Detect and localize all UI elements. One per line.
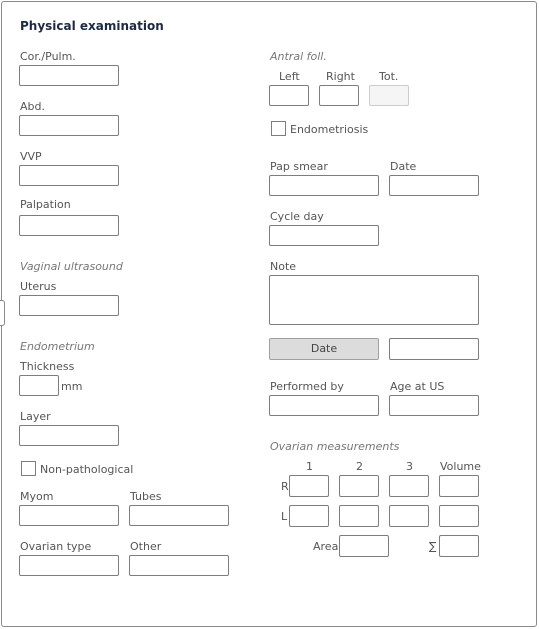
note-textarea[interactable] [269,275,479,325]
antral-right-input[interactable] [319,85,359,106]
age-at-us-input[interactable] [389,395,479,416]
other-label: Other [130,540,162,553]
antral-foll-heading: Antral foll. [270,50,327,63]
palpation-input[interactable] [19,215,119,236]
antral-left-input[interactable] [269,85,309,106]
ovarian-row-l-label: L [281,510,288,523]
side-tab-notch[interactable] [0,300,5,326]
cycle-day-label: Cycle day [270,210,324,223]
ovarian-col-2-label: 2 [356,460,363,473]
pap-smear-label: Pap smear [270,160,328,173]
ovary-r-2-input[interactable] [339,475,379,497]
non-pathological-label: Non-pathological [40,463,134,476]
thickness-unit: mm [61,380,83,393]
note-label: Note [270,260,297,273]
ovarian-col-3-label: 3 [406,460,413,473]
ovary-l-1-input[interactable] [289,505,329,527]
uterus-label: Uterus [20,280,57,293]
vaginal-ultrasound-heading: Vaginal ultrasound [20,260,123,273]
ovary-l-3-input[interactable] [389,505,429,527]
layer-input[interactable] [19,425,119,446]
layer-label: Layer [20,410,51,423]
panel-title: Physical examination [20,19,164,33]
abd-label: Abd. [20,100,45,113]
ovarian-col-volume-label: Volume [440,460,481,473]
vvp-label: VVP [20,150,42,163]
other-input[interactable] [129,555,229,576]
ovary-r-1-input[interactable] [289,475,329,497]
ovary-r-3-input[interactable] [389,475,429,497]
antral-total-input [369,85,409,106]
myom-input[interactable] [19,505,119,526]
ovary-l-volume-input[interactable] [439,505,479,527]
myom-label: Myom [20,490,54,503]
performed-by-label: Performed by [270,380,344,393]
vvp-input[interactable] [19,165,119,186]
sum-symbol: ∑ [429,540,437,553]
ovarian-col-1-label: 1 [306,460,313,473]
area-label: Area [313,540,339,553]
antral-left-label: Left [279,70,300,83]
endometriosis-label: Endometriosis [290,123,369,136]
ovarian-measurements-heading: Ovarian measurements [270,440,400,453]
palpation-label: Palpation [20,198,71,211]
ovary-r-volume-input[interactable] [439,475,479,497]
uterus-input[interactable] [19,295,119,316]
ovary-l-2-input[interactable] [339,505,379,527]
abd-input[interactable] [19,115,119,136]
tubes-input[interactable] [129,505,229,526]
ovarian-type-label: Ovarian type [20,540,92,553]
pap-date-input[interactable] [389,175,479,196]
ovarian-type-input[interactable] [19,555,119,576]
cycle-day-input[interactable] [269,225,379,246]
non-pathological-checkbox[interactable] [21,461,36,476]
ovarian-row-r-label: R [281,480,289,493]
antral-total-label: Tot. [379,70,399,83]
endometriosis-checkbox[interactable] [271,121,286,136]
cor-pulm-label: Cor./Pulm. [20,50,76,63]
pap-smear-input[interactable] [269,175,379,196]
area-input[interactable] [339,535,389,557]
cor-pulm-input[interactable] [19,65,119,86]
date-button[interactable]: Date [269,338,379,360]
thickness-input[interactable] [19,375,59,396]
endometrium-heading: Endometrium [20,340,95,353]
thickness-label: Thickness [20,360,75,373]
exam-date-input[interactable] [389,338,479,360]
age-at-us-label: Age at US [390,380,445,393]
tubes-label: Tubes [130,490,162,503]
sum-input[interactable] [439,535,479,557]
pap-date-label: Date [390,160,417,173]
antral-right-label: Right [326,70,355,83]
performed-by-input[interactable] [269,395,379,416]
